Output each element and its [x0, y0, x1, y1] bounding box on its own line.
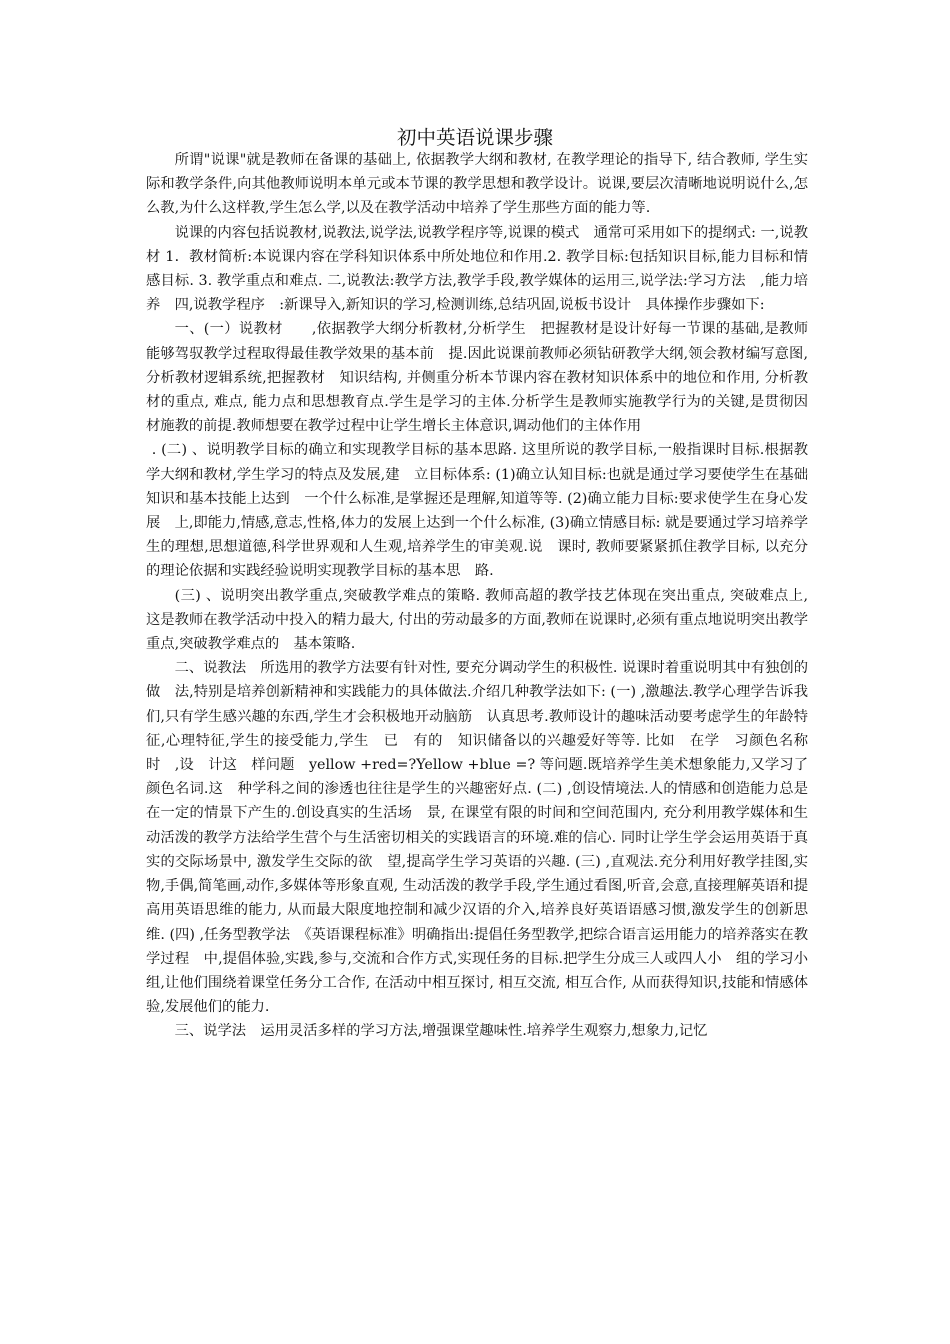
- paragraph-intro: 所谓"说课"就是教师在备课的基础上, 依据教学大纲和教材, 在教学理论的指导下, 结合教师, 学生实际和教学条件,向其他教师说明本单元或本节课的教学思想和教学设计。说课,要层次清晰地说明说什么,怎么教,为什么这样教,学生怎么学,以及在教学活动中培养了学生那些方面的能力等.: [146, 152, 808, 217]
- paragraph-learning-methods: 三、说学法 运用灵活多样的学习方法,增强课堂趣味性.培养学生观察力,想象力,记忆: [174, 1023, 708, 1040]
- paragraph-outline: 说课的内容包括说教材,说教法,说学法,说教学程序等,说课的模式 通常可采用如下的提纲式: 一,说教材 1．教材简析:本说课内容在学科知识体系中所处地位和作用.2. 教学目标:包括知识目标,能力目标和情感目标. 3. 教学重点和难点. 二,说教法:教学方法,教学手段,教学媒体的运用三,说学法:学习方法 ,能力培养 四,说教学程序 :新课导入,新知识的学习,检测训练,总结巩固,说板书设计 具体操作步骤如下:: [146, 224, 808, 314]
- document-body: [146, 148, 823, 1044]
- paragraph-key-points: (三) 、说明突出教学重点,突破教学难点的策略. 教师高超的教学技艺体现在突出重点, 突破难点上, 这是教师在教学活动中投入的精力最大, 付出的劳动最多的方面,教师在说课时,必须有重点地说明突出教学重点,突破教学难点的 基本策略.: [146, 587, 808, 653]
- paragraph-teaching-methods: 二、说教法 所选用的教学方法要有针对性, 要充分调动学生的积极性. 说课时着重说明其中有独创的做 法,特别是培养创新精神和实践能力的具体做法.介绍几种教学法如下: (一) ,激趣法.教学心理学告诉我们,只有学生感兴趣的东西,学生才会积极地开动脑筋 认真思考.教师设计的趣味活动要考虑学生的年龄特征,心理特征,学生的接受能力,学生 已 有的 知识储备以的兴趣爱好等等. 比如 在学 习颜色名称时 ,设 计这 样问题 yellow +red=?Yellow +blue =? 等问题.既培养学生美术想象能力,又学习了颜色名词.这 种学科之间的渗透也往往是学生的兴趣密好点. (二) ,创设情境法.人的情感和创造能力总是在一定的情景下产生的.创设真实的生活场 景, 在课堂有限的时间和空间范围内, 充分利用教学媒体和生动活泼的教学方法给学生营个与生活密切相关的实践语言的环境.难的信心. 同时让学生学会运用英语于真实的交际场景中, 激发学生交际的欲 望,提高学生学习英语的兴趣. (三) ,直观法.充分利用好教学挂图,实物,手偶,简笔画,动作,多媒体等形象直观, 生动活泼的教学手段,学生通过看图,听音,会意,直接理解英语和提高用英语思维的能力, 从而最大限度地控制和减少汉语的介入,培养良好英语语感习惯,激发学生的创新思维. (四) ,任务型教学法 《英语课程标准》明确指出:提倡任务型教学,把综合语言运用能力的培养落实在教学过程 中,提倡体验,实践,参与,交流和合作方式,实现任务的目标.把学生分成三人或四人小 组的学习小组,让他们围绕着课堂任务分工合作, 在活动中相互探讨, 相互交流, 相互合作, 从而获得知识,技能和情感体验,发展他们的能力.: [146, 660, 808, 1016]
- document-title: 初中英语说课步骤: [396, 126, 553, 149]
- paragraph-objectives: . (二) 、说明教学目标的确立和实现教学目标的基本思路. 这里所说的教学目标,一般指课时目标.根据教学大纲和教材,学生学习的特点及发展,建 立目标体系: (1)确立认知目标:也就是通过学习要使学生在基础知识和基本技能上达到 一个什么标准,是掌握还是理解,知道等等. (2)确立能力目标:要求使学生在身心发展 上,即能力,情感,意志,性格,体力的发展上达到一个什么标准, (3)确立情感目标: 就是要通过学习培养学生的理想,思想道德,科学世界观和人生观,培养学生的审美观.说 课时, 教师要紧紧抓住教学目标, 以充分的理论依据和实践经验说明实现教学目标的基本思 路.: [146, 442, 808, 580]
- paragraph-textbook: 一、(一）说教材 ,依据教学大纲分析教材,分析学生 把握教材是设计好每一节课的基础,是教师能够驾驭教学过程取得最佳教学效果的基本前 提.因此说课前教师必须钻研教学大纲,领会教材编写意图,分析教材逻辑系统,把握教材 知识结构, 并侧重分析本节课内容在教材知识体系中的地位和作用, 分析教材的重点, 难点, 能力点和思想教育点.学生是学习的主体.分析学生是教师实施教学行为的关键,是贯彻因 材施教的前提.教师想要在教学过程中让学生增长主体意识,调动他们的主体作用: [146, 321, 823, 435]
